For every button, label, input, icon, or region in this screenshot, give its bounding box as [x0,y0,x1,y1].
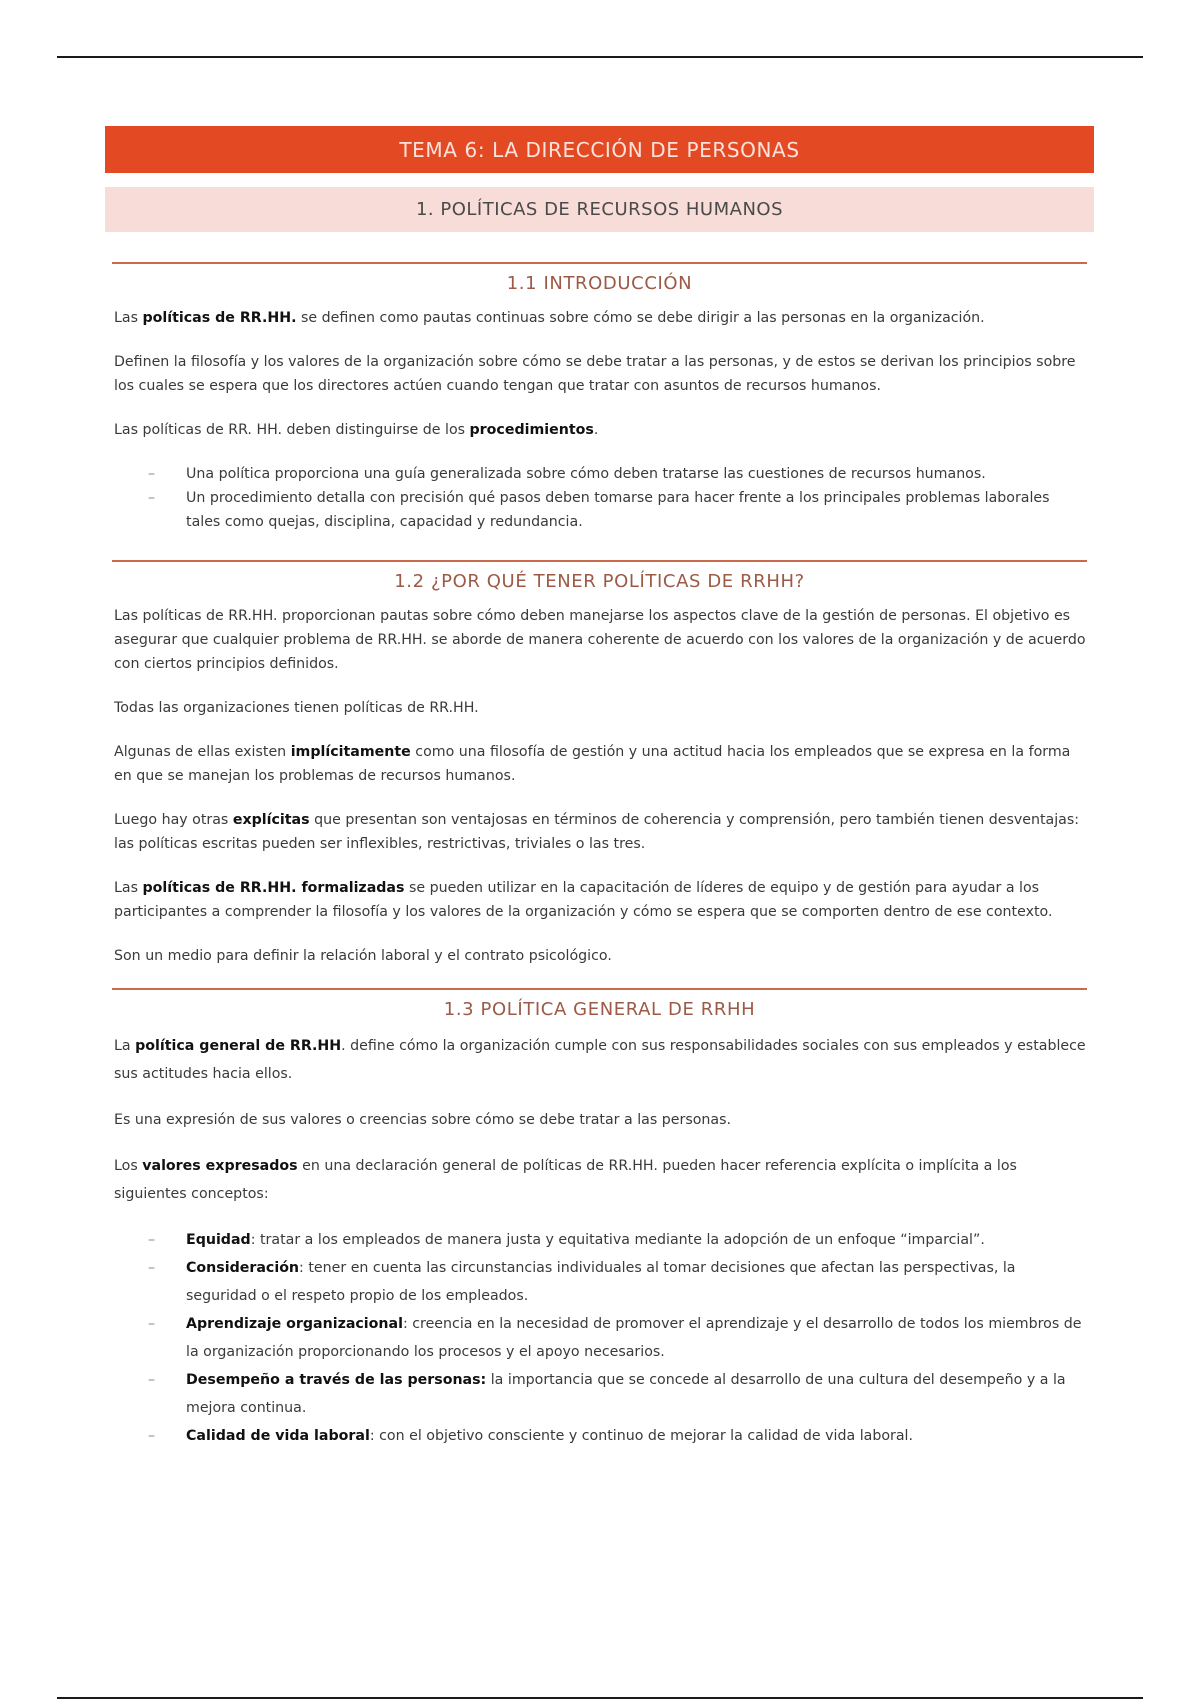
concepts-list [112,1226,1087,1450]
document-title [105,126,1094,173]
list-item: – Desempeño a través de las personas: la importancia que se concede al desarrollo de una cultura del desempeño y a la mejora continua. [186,1366,1087,1422]
section-title-text: 1. POLÍTICAS DE RECURSOS HUMANOS [415,199,784,220]
list-item: – Aprendizaje organizacional: creencia en la necesidad de promover el aprendizaje y el desarrollo de todos los miembros de la organización proporcionando los procesos y el apoyo necesarios. [186,1310,1087,1366]
paragraph: Son un medio para definir la relación laboral y el contrato psicológico. [114,948,612,964]
paragraph: Los valores expresados en una declaración general de políticas de RR.HH. pueden hacer referencia explícita o implícita a los siguientes conceptos: [114,1158,1017,1202]
subsection-heading: 1.3 POLÍTICA GENERAL DE RRHH [112,988,1087,1020]
top-rule [57,56,1143,58]
list-item: – Consideración: tener en cuenta las circunstancias individuales al tomar decisiones que afectan las perspectivas, la seguridad o el respeto propio de los empleados. [186,1254,1087,1310]
section-introduccion [112,262,1087,534]
section-title [105,187,1094,232]
list-item: – Equidad: tratar a los empleados de manera justa y equitativa mediante la adopción de un enfoque “imparcial”. [186,1226,1087,1254]
paragraph: Es una expresión de sus valores o creencias sobre cómo se debe tratar a las personas. [114,1112,731,1128]
paragraph: Las políticas de RR. HH. deben distinguirse de los procedimientos. [114,422,599,438]
subsection-heading: 1.1 INTRODUCCIÓN [112,262,1087,294]
paragraph: Las políticas de RR.HH. proporcionan pautas sobre cómo deben manejarse los aspectos clave de la gestión de personas. El objetivo es asegurar que cualquier problema de RR.HH. se aborde de manera coherente de acuerdo con los valores de la organización y de acuerdo con ciertos principios definidos. [114,608,1086,672]
paragraph: Definen la filosofía y los valores de la organización sobre cómo se debe tratar a las personas, y de estos se derivan los principios sobre los cuales se espera que los directores actúen cuando tengan que tratar con asuntos de recursos humanos. [114,354,1076,394]
list-item: – Un procedimiento detalla con precisión qué pasos deben tomarse para hacer frente a los principales problemas laborales tales como quejas, disciplina, capacidad y redundancia. [186,486,1087,534]
subsection-heading: 1.2 ¿POR QUÉ TENER POLÍTICAS DE RRHH? [112,560,1087,592]
paragraph: Las políticas de RR.HH. se definen como pautas continuas sobre cómo se debe dirigir a las personas en la organización. [114,310,985,326]
section-por-que [112,560,1087,968]
paragraph: La política general de RR.HH. define cómo la organización cumple con sus responsabilidades sociales con sus empleados y establece sus actitudes hacia ellos. [114,1038,1086,1082]
bullet-list [112,462,1087,534]
document-title-text: TEMA 6: LA DIRECCIÓN DE PERSONAS [399,137,800,162]
paragraph: Luego hay otras explícitas que presentan son ventajosas en términos de coherencia y comprensión, pero también tienen desventajas: las políticas escritas pueden ser inflexibles, restrictivas, triviales o las tres. [114,812,1080,852]
list-item: – Una política proporciona una guía generalizada sobre cómo deben tratarse las cuestiones de recursos humanos. [186,462,1087,486]
list-item: – Calidad de vida laboral: con el objetivo consciente y continuo de mejorar la calidad de vida laboral. [186,1422,1087,1450]
paragraph: Las políticas de RR.HH. formalizadas se pueden utilizar en la capacitación de líderes de equipo y de gestión para ayudar a los participantes a comprender la filosofía y los valores de la organización y cómo se espera que se comporten dentro de ese contexto. [114,880,1053,920]
section-politica-general [112,988,1087,1450]
bottom-rule [57,1697,1143,1699]
document-body [112,262,1087,1476]
paragraph: Algunas de ellas existen implícitamente como una filosofía de gestión y una actitud hacia los empleados que se expresa en la forma en que se manejan los problemas de recursos humanos. [114,744,1071,784]
paragraph: Todas las organizaciones tienen políticas de RR.HH. [114,700,479,716]
